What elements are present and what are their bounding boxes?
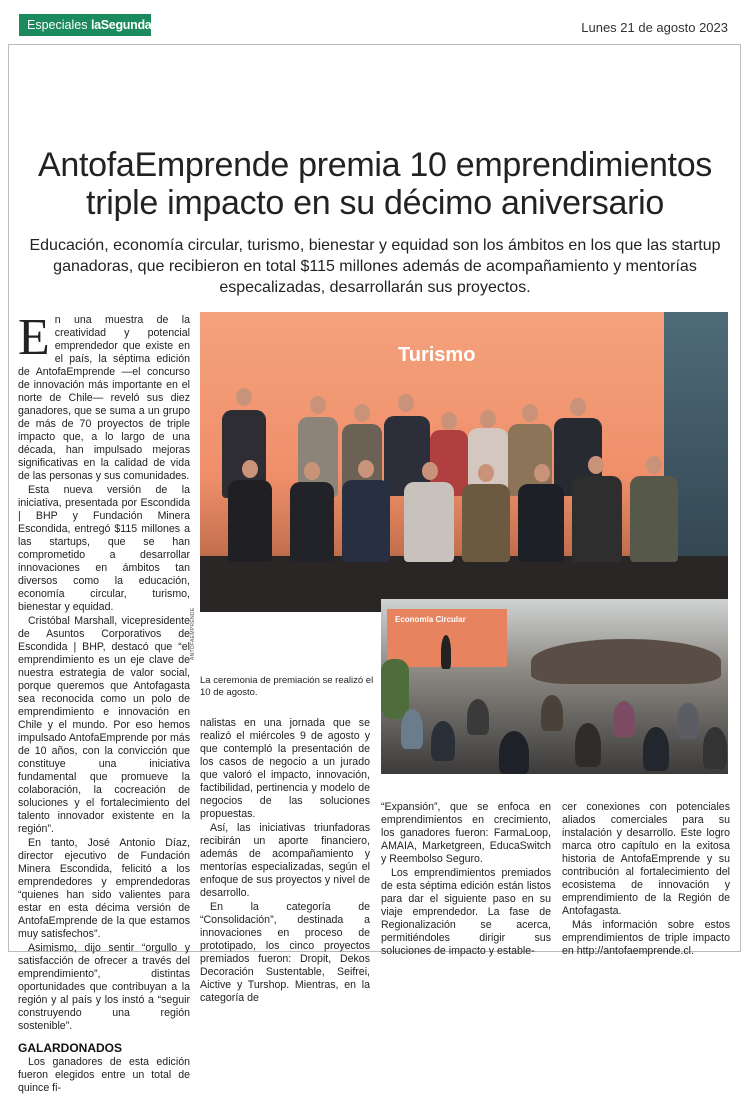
- photo-audience-member: [703, 727, 727, 769]
- photo-person-head: [480, 410, 496, 428]
- paragraph: En tanto, José Antonio Díaz, director ejecutivo de Fundación Minera Escondida, felicitó a los emprendedores y emprendedoras “quienes han sido valientes para estar en esta décima versión de AntofaEmprende de la que estamos muy satisfechos”.: [18, 837, 190, 940]
- headline: [15, 146, 735, 222]
- column-3: [381, 801, 551, 959]
- photo-person-head: [354, 404, 370, 422]
- section-label: Especiales: [27, 18, 88, 32]
- photo-audience-member: [541, 695, 563, 731]
- paragraph: Así, las iniciativas triunfadoras recibirán un aporte financiero, además de acompañamiento y mentorías especializadas, según el enfoque de sus proyectos y nivel de desarrollo.: [200, 822, 370, 899]
- photo-person: [630, 476, 678, 562]
- photo-audience-member: [643, 727, 669, 771]
- photo-person: [462, 484, 510, 562]
- photo-sign: Turismo: [398, 344, 476, 366]
- photo-person-head: [310, 396, 326, 414]
- photo-person: [290, 482, 334, 562]
- photo-screen-label: Economía Circular: [395, 615, 466, 624]
- section-heading: GALARDONADOS: [18, 1041, 122, 1055]
- paragraph: n una muestra de la creatividad y potencial emprendedor que existe en el país, la séptima edición de AntofaEmprende —el concurso de innovación más importante en el norte de Chile— reveló sus diez ganadores, que se suma a un grupo de más de 70 proyectos de triple impacto que, a lo largo de una década, han impulsado mejoras significativas en la calidad de vida de las personas y sus comunidades.: [18, 314, 190, 482]
- ceremony-photo: [200, 312, 728, 612]
- photo-person: [572, 476, 622, 562]
- photo-backdrop: [531, 639, 721, 684]
- photo-person-head: [304, 462, 320, 480]
- headline-line-2: triple impacto en su décimo aniversario: [86, 184, 664, 222]
- photo-audience-member: [467, 699, 489, 735]
- photo-audience-member: [677, 703, 699, 739]
- photo-person: [518, 484, 564, 562]
- photo-credit: ANTOFAEMPRENDE: [190, 607, 196, 660]
- photo-audience-member: [499, 731, 529, 774]
- photo-audience-member: [613, 701, 635, 737]
- column-1: [18, 309, 190, 1096]
- section-badge: [19, 14, 151, 36]
- dropcap: E: [18, 309, 50, 366]
- photo-person-head: [646, 456, 662, 474]
- photo-speaker: [441, 635, 451, 669]
- photo-person-head: [422, 462, 438, 480]
- column-4: [562, 801, 730, 959]
- photo-person-head: [441, 412, 457, 430]
- photo-person-head: [588, 456, 604, 474]
- paragraph: nalistas en una jornada que se realizó el miércoles 9 de agosto y que contempló la presentación de los casos de negocio a un jurado que valoró el impacto, innovación, factibilidad, pertinencia y modelo de negocios de las soluciones propuestas.: [200, 717, 370, 820]
- photo-person-head: [570, 398, 586, 416]
- paragraph: Más información sobre estos emprendimientos de triple impacto en http://antofaemprende.cl.: [562, 919, 730, 957]
- brand-logo: laSegunda: [90, 18, 152, 32]
- photo-person: [228, 480, 272, 562]
- paragraph: cer conexiones con potenciales aliados comerciales para su instalación y desarrollo. Este logro marca otro capítulo en la exitosa historia de AntofaEmprende y su contribución al fortalecimiento del ecosistema de innovación y emprendimiento de la Región de Antofagasta.: [562, 801, 730, 917]
- paragraph: Los ganadores de esta edición fueron elegidos entre un total de quince fi-: [18, 1056, 190, 1094]
- photo-person-head: [534, 464, 550, 482]
- paragraph: Cristóbal Marshall, vicepresidente de Asuntos Corporativos de Escondida | BHP, destacó que “el emprendimiento es un eje clave de nuestra estrategia de valor social, porque queremos que Antofagasta sea reconocida como un polo de emprendimiento e innovación en Chile y el mundo. Por eso hemos impulsado AntofaEmprende por más de 10 años, con la convicción que constituye una iniciativa fundamental que promueve la colaboración, la cocreación de soluciones y el fortalecimiento del talento innovador existente en la región”.: [18, 615, 190, 835]
- photo-caption: La ceremonia de premiación se realizó el 10 de agosto.: [200, 675, 374, 698]
- photo-audience-member: [431, 721, 455, 761]
- audience-photo: [381, 599, 728, 774]
- paragraph: “Expansión”, que se enfoca en emprendimientos en crecimiento, los ganadores fueron: FarmaLoop, AMAIA, Marketgreen, EducaSwitch y Reembolso Seguro.: [381, 801, 551, 865]
- photo-person-head: [478, 464, 494, 482]
- photo-person-head: [358, 460, 374, 478]
- photo-audience-member: [575, 723, 601, 767]
- photo-person-head: [242, 460, 258, 478]
- photo-plant: [381, 659, 409, 719]
- photo-person: [342, 480, 390, 562]
- issue-date: Lunes 21 de agosto 2023: [581, 20, 728, 35]
- subheadline: Educación, economía circular, turismo, bienestar y equidad son los ámbitos en los que las startup ganadoras, que recibieron en total $115 millones además de acompañamiento y mentorías especalizadas, desarrollarán sus proyectos.: [29, 237, 721, 296]
- photo-person: [404, 482, 454, 562]
- photo-person-head: [522, 404, 538, 422]
- photo-audience-member: [401, 709, 423, 749]
- paragraph: En la categoría de “Consolidación”, destinada a innovaciones en proceso de prototipado, los cinco proyectos premiados fueron: Dropit, Dekos Decoración Sustentable, Seifrei, Aictive y Turshop. Mientras, en la categoría de: [200, 901, 370, 1004]
- column-2: [200, 717, 370, 1006]
- headline-line-1: AntofaEmprende premia 10 emprendimientos: [37, 146, 713, 184]
- paragraph: Los emprendimientos premiados de esta séptima edición están listos para dar el siguiente paso en su viaje emprendedor. La fase de Regionalización se acerca, permitiéndoles dirigir sus soluciones de impacto y estable-: [381, 867, 551, 957]
- paragraph: Asimismo, dijo sentir “orgullo y satisfacción de ofrecer a través del emprendimiento”, distintas oportunidades que contribuyan a la región y al país y los instó a “seguir construyendo una región sostenible”.: [18, 942, 190, 1032]
- photo-person-head: [398, 394, 414, 412]
- paragraph: Esta nueva versión de la iniciativa, presentada por Escondida | BHP y Fundación Minera Escondida, entregó $115 millones a las startups, que se han comprometido a desarrollar innovaciones en ámbitos tan diversos como la educación, economía circular, turismo, bienestar y equidad.: [18, 484, 190, 613]
- photo-person-head: [236, 388, 252, 406]
